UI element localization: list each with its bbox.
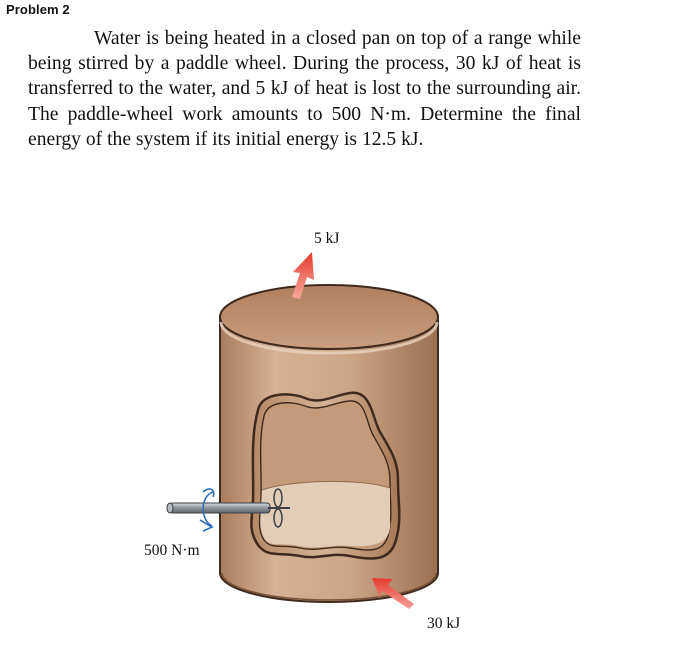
pan-lid bbox=[220, 285, 438, 353]
heat-lost-label: 5 kJ bbox=[314, 230, 340, 247]
paddle-work-label: 500 N·m bbox=[144, 542, 200, 559]
heat-in-label: 30 kJ bbox=[427, 615, 461, 632]
problem-statement: Water is being heated in a closed pan on top of a range while being stirred by a paddle wheel. During the process, 30 kJ of heat is transferred to the water, and 5 kJ of heat is lost to the surrounding air. The paddle-wheel work amounts to 500 N·m. Determine the final energy of the system if its initial energy is 12.5 kJ. bbox=[28, 28, 581, 150]
problem-label: Problem 2 bbox=[6, 2, 70, 17]
